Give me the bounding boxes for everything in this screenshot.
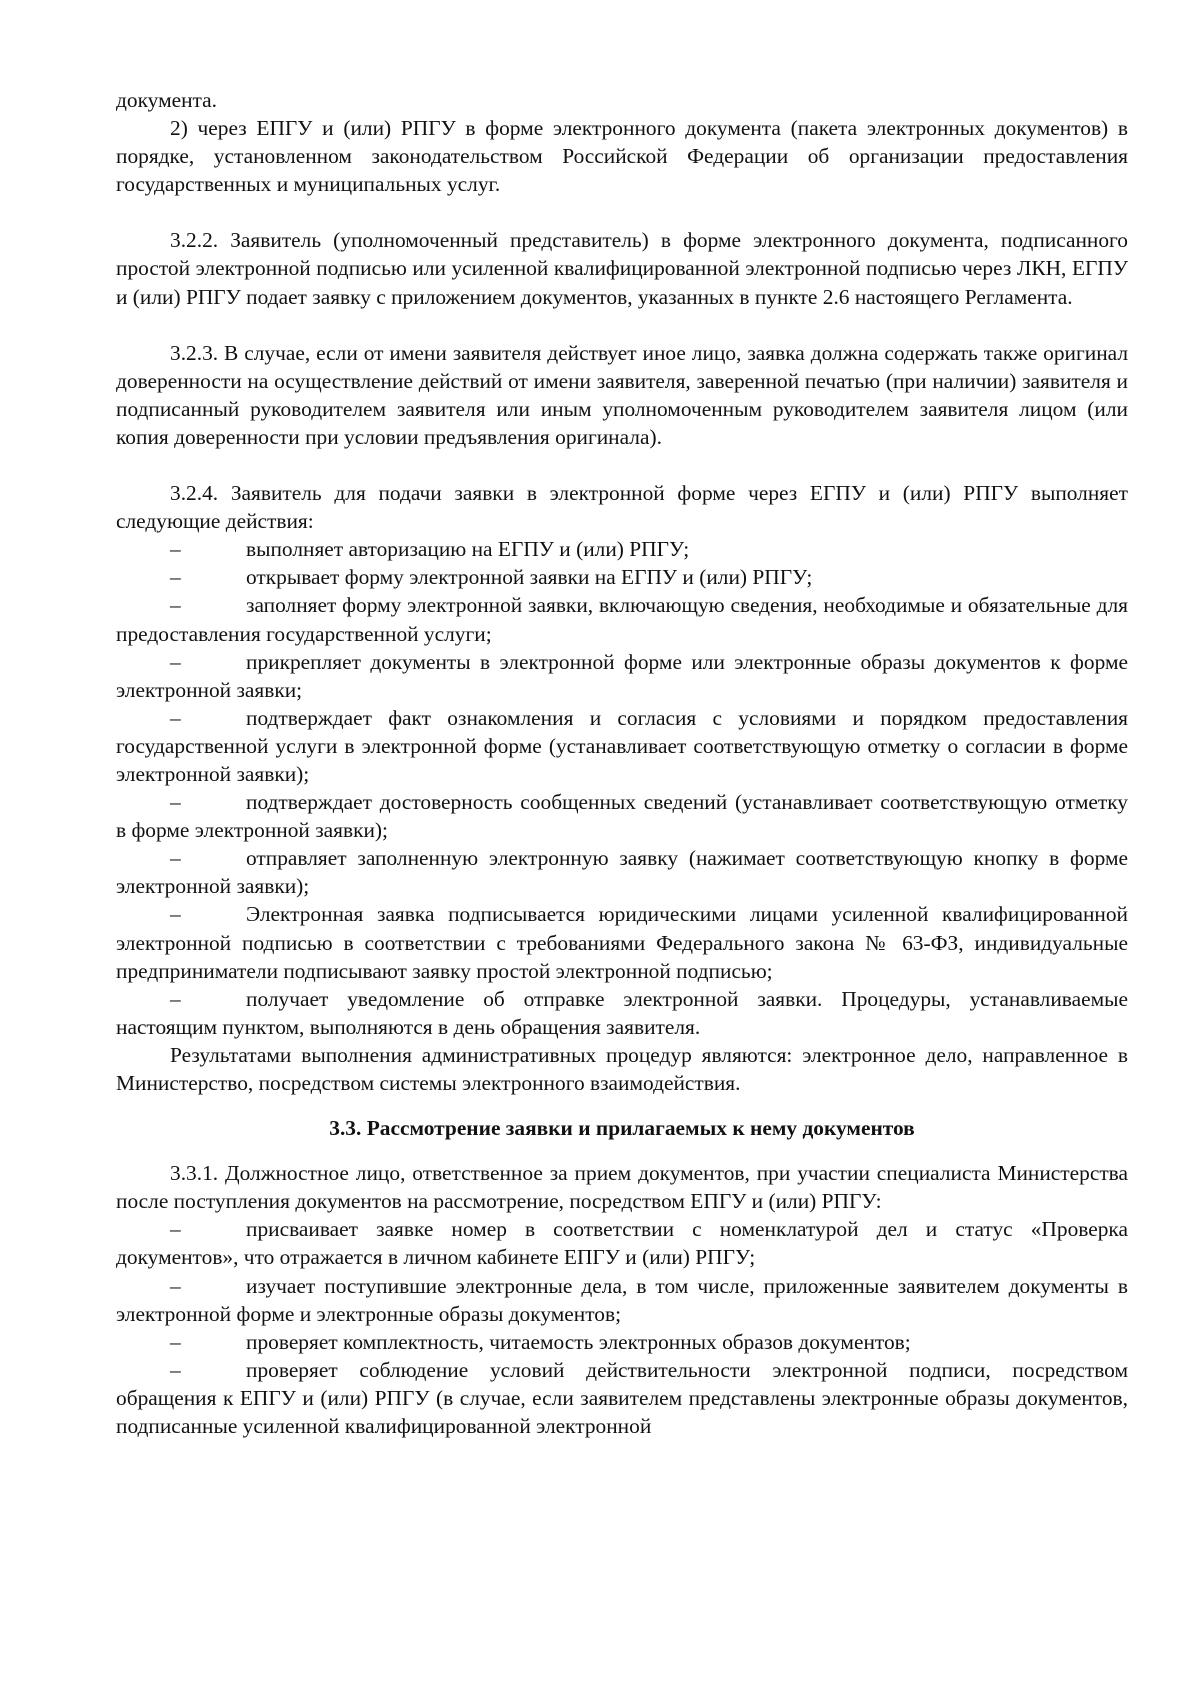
- paragraph-continuation: документа.: [116, 88, 218, 112]
- dash-marker: –: [170, 790, 181, 815]
- paragraph-item-2: 2) через ЕПГУ и (или) РПГУ в форме электронного документа (пакета электронных документов) в порядке, установленном законодательством Российской Федерации об организации предоставления государственных и муниципальных услуг.: [116, 116, 1128, 197]
- list-item: [116, 788, 1128, 844]
- dash-marker: –: [170, 1329, 181, 1354]
- spacer: [116, 311, 1128, 339]
- list-item-text: заполняет форму электронной заявки, включающую сведения, необходимые и обязательные для предоставления государственной услуги;: [116, 593, 1128, 646]
- list-item: [116, 1215, 1128, 1271]
- dash-marker: –: [170, 705, 181, 730]
- list-item: [116, 704, 1128, 788]
- list-item-text: проверяет комплектность, читаемость электронных образов документов;: [246, 1329, 911, 1354]
- list-item: [116, 1328, 1128, 1356]
- list-item-text: выполняет авторизацию на ЕГПУ и (или) РПГУ;: [246, 537, 690, 562]
- list-item: [116, 900, 1128, 984]
- dash-marker: –: [170, 565, 181, 590]
- list-item: [116, 1356, 1128, 1440]
- paragraph-3-2-4: 3.2.4. Заявитель для подачи заявки в электронной форме через ЕГПУ и (или) РПГУ выполняет следующие действия:: [116, 481, 1128, 534]
- list-item-text: прикрепляет документы в электронной форме или электронные образы документов к форме электронной заявки;: [116, 649, 1128, 702]
- spacer: [116, 451, 1128, 479]
- spacer: [116, 1097, 1128, 1114]
- dash-marker: –: [170, 986, 181, 1011]
- dash-marker: –: [170, 1273, 181, 1298]
- list-item-text: изучает поступившие электронные дела, в том числе, приложенные заявителем документы в электронной форме и электронные образы документов;: [116, 1273, 1128, 1326]
- list-item: [116, 844, 1128, 900]
- list-item-text: отправляет заполненную электронную заявку (нажимает соответствующую кнопку в форме электронной заявки);: [116, 846, 1128, 899]
- paragraph-3-2-3: 3.2.3. В случае, если от имени заявителя действует иное лицо, заявка должна содержать также оригинал доверенности на осуществление действий от имени заявителя, заверенной печатью (при наличии) заявителя и подписанный руководителем заявителя или иным уполномоченным руководителем заявителя лицом (или копия доверенности при условии предъявления оригинала).: [116, 340, 1128, 449]
- dash-marker: –: [170, 649, 181, 674]
- dash-marker: –: [170, 902, 181, 927]
- list-item: [116, 535, 1128, 563]
- list-item-text: открывает форму электронной заявки на ЕГПУ и (или) РПГУ;: [246, 565, 813, 590]
- list-item-text: подтверждает достоверность сообщенных сведений (устанавливает соответствующую отметку в форме электронной заявки);: [116, 790, 1128, 843]
- paragraph-result: Результатами выполнения административных процедур являются: электронное дело, направленное в Министерство, посредством системы электронного взаимодействия.: [116, 1042, 1128, 1095]
- list-item: [116, 591, 1128, 647]
- dash-marker: –: [170, 1217, 181, 1242]
- dash-marker: –: [170, 1357, 181, 1382]
- list-item-text: Электронная заявка подписывается юридическими лицами усиленной квалифицированной электронной подписью в соответствии с требованиями Федерального закона № 63-ФЗ, индивидуальные предприниматели подписывают заявку простой электронной подписью;: [116, 902, 1128, 983]
- list-item: [116, 985, 1128, 1041]
- list-item: [116, 648, 1128, 704]
- dash-marker: –: [170, 846, 181, 871]
- dash-marker: –: [170, 537, 181, 562]
- list-item: [116, 563, 1128, 591]
- spacer: [116, 1142, 1128, 1159]
- section-heading-3-3: 3.3. Рассмотрение заявки и прилагаемых к нему документов: [329, 1116, 915, 1141]
- dash-marker: –: [170, 593, 181, 618]
- document-page: [116, 86, 1128, 1440]
- list-item: [116, 1272, 1128, 1328]
- list-3-3-1: [116, 1215, 1128, 1440]
- spacer: [116, 198, 1128, 226]
- paragraph-3-3-1: 3.3.1. Должностное лицо, ответственное за прием документов, при участии специалиста Министерства после поступления документов на рассмотрение, посредством ЕПГУ и (или) РПГУ:: [116, 1161, 1128, 1214]
- list-item-text: присваивает заявке номер в соответствии с номенклатурой дел и статус «Проверка документов», что отражается в личном кабинете ЕПГУ и (или) РПГУ;: [116, 1217, 1128, 1270]
- list-item-text: подтверждает факт ознакомления и согласия с условиями и порядком предоставления государственной услуги в электронной форме (устанавливает соответствующую отметку о согласии в форме электронной заявки);: [116, 705, 1128, 786]
- list-3-2-4: [116, 535, 1128, 1041]
- list-item-text: получает уведомление об отправке электронной заявки. Процедуры, устанавливаемые настоящим пунктом, выполняются в день обращения заявителя.: [116, 986, 1128, 1039]
- paragraph-3-2-2: 3.2.2. Заявитель (уполномоченный представитель) в форме электронного документа, подписанного простой электронной подписью или усиленной квалифицированной электронной подписью через ЛКН, ЕГПУ и (или) РПГУ подает заявку с приложением документов, указанных в пункте 2.6 настоящего Регламента.: [116, 228, 1128, 309]
- list-item-text: проверяет соблюдение условий действительности электронной подписи, посредством обращения к ЕПГУ и (или) РПГУ (в случае, если заявителем представлены электронные образы документов, подписанные усиленной квалифицированной электронной: [116, 1357, 1128, 1439]
